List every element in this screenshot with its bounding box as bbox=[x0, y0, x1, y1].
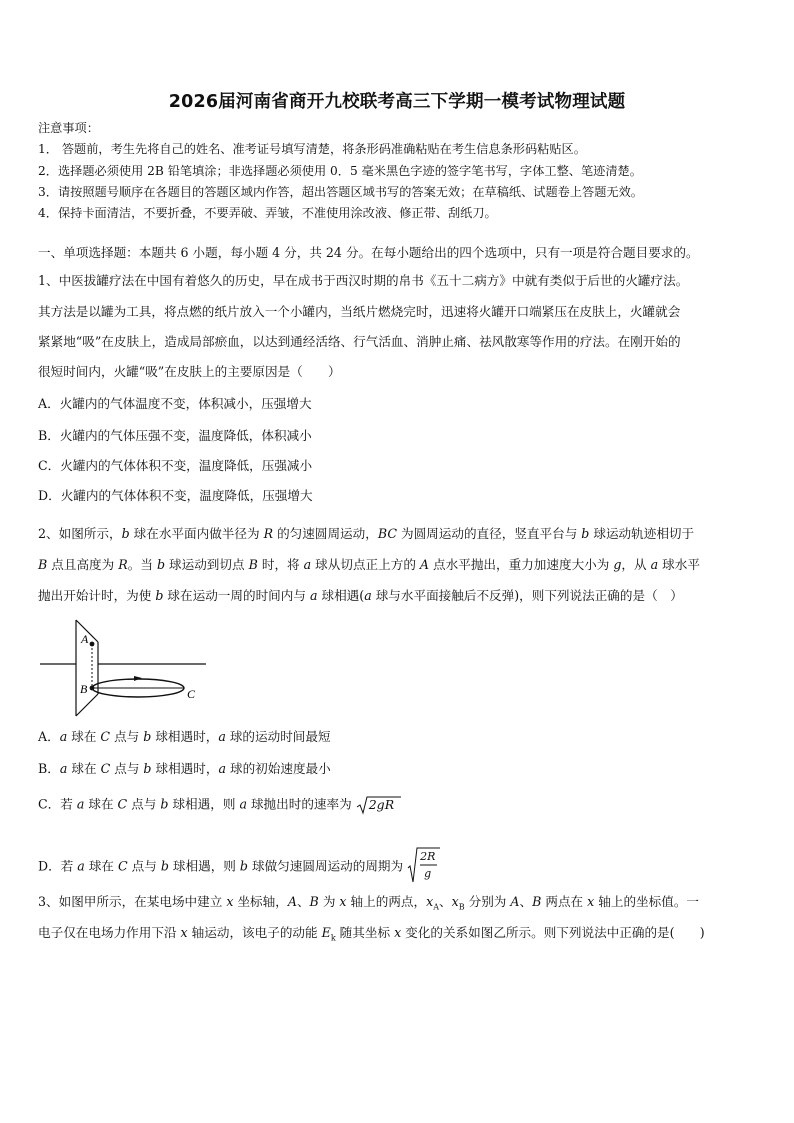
q3-stem-line-2: 电子仅在电场力作用下沿 x 轴运动，该电子的动能 $E_k$ 随其坐标 x 变化的关系如图乙所示。则下列说法中正确的是( ) bbox=[38, 925, 705, 943]
label-b: B bbox=[80, 682, 88, 696]
sqrt-2r-over-g-formula: 2R g bbox=[407, 846, 441, 884]
label-c: C bbox=[187, 687, 196, 701]
sqrt-2gr-formula: 2gR bbox=[356, 795, 402, 815]
q1-stem-line-2: 其方法是以罐为工具，将点燃的纸片放入一个小罐内，当纸片燃烧完时，迅速将火罐开口端紧压在皮肤上，火罐就会 bbox=[38, 304, 681, 319]
q1-stem-line-4: 很短时间内，火罐“吸”在皮肤上的主要原因是（ ） bbox=[38, 364, 341, 379]
q2-option-c: C．若 a 球在 C 点与 b 球相遇，则 a 球抛出时的速率为 2gR bbox=[38, 795, 758, 815]
label-a: A bbox=[81, 632, 89, 646]
q1-option-a: A．火罐内的气体温度不变，体积减小，压强增大 bbox=[38, 396, 312, 411]
q2-option-d: D．若 a 球在 C 点与 b 球相遇，则 b 球做匀速圆周运动的周期为 2R g bbox=[38, 848, 758, 886]
q2-option-b: B．a 球在 C 点与 b 球相遇时，a 球的初始速度最小 bbox=[38, 761, 331, 776]
q1-option-d: D．火罐内的气体体积不变，温度降低，压强增大 bbox=[38, 488, 313, 503]
notice-item-1: 1． 答题前，考生先将自己的姓名、准考证号填写清楚，将条形码准确粘贴在考生信息条形码粘贴区。 bbox=[38, 142, 586, 156]
q2-stem-line-3: 抛出开始计时，为使 b 球在运动一周的时间内与 a 球相遇(a 球与水平面接触后不反弹)，则下列说法正确的是（ ） bbox=[38, 588, 683, 603]
notice-item-4: 4．保持卡面清洁，不要折叠，不要弄破、弄皱，不准使用涂改液、修正带、刮纸刀。 bbox=[38, 206, 497, 220]
notice-heading: 注意事项： bbox=[38, 121, 99, 135]
exam-title: 2026届河南省商开九校联考高三下学期一模考试物理试题 bbox=[168, 92, 626, 112]
q1-option-c: C．火罐内的气体体积不变，温度降低，压强减小 bbox=[38, 458, 313, 473]
notice-item-3: 3．请按照题号顺序在各题目的答题区域内作答，超出答题区域书写的答案无效；在草稿纸、试题卷上答题无效。 bbox=[38, 185, 643, 199]
q3-stem-line-1: 3、如图甲所示，在某电场中建立 x 坐标轴，A、B 为 x 轴上的两点，$x_A$、$x_B$ 分别为 A、B 两点在 x 轴上的坐标值。一 bbox=[38, 894, 700, 912]
q1-option-b: B．火罐内的气体压强不变，温度降低，体积减小 bbox=[38, 428, 312, 443]
point-a bbox=[90, 642, 95, 647]
platform-bottom-edge bbox=[76, 694, 98, 716]
q1-stem-line-1: 1、中医拔罐疗法在中国有着悠久的历史，早在成书于西汉时期的帛书《五十二病方》中就有类似于后世的火罐疗法。 bbox=[38, 273, 689, 288]
q2-stem-line-1: 2、如图所示，b 球在水平面内做半径为 R 的匀速圆周运动，BC 为圆周运动的直径，竖直平台与 b 球运动轨迹相切于 bbox=[38, 526, 695, 541]
q2-stem-line-2: B 点且高度为 R。当 b 球运动到切点 B 时，将 a 球从切点正上方的 A 点水平抛出，重力加速度大小为 g，从 a 球水平 bbox=[38, 557, 700, 572]
section-heading: 一、单项选择题：本题共 6 小题，每小题 4 分，共 24 分。在每小题给出的四个选项中，只有一项是符合题目要求的。 bbox=[38, 245, 699, 260]
point-b bbox=[90, 686, 95, 691]
q1-stem-line-3: 紧紧地“吸”在皮肤上，造成局部瘀血，以达到通经活络、行气活血、消肿止痛、祛风散寒等作用的疗法。在刚开始的 bbox=[38, 334, 681, 349]
q2-option-a: A．a 球在 C 点与 b 球相遇时，a 球的运动时间最短 bbox=[38, 729, 331, 744]
notice-item-2: 2．选择题必须使用 2B 铅笔填涂；非选择题必须使用 0．5 毫米黑色字迹的签字笔书写，字体工整、笔迹清楚。 bbox=[38, 164, 642, 178]
q2-figure bbox=[38, 616, 208, 718]
